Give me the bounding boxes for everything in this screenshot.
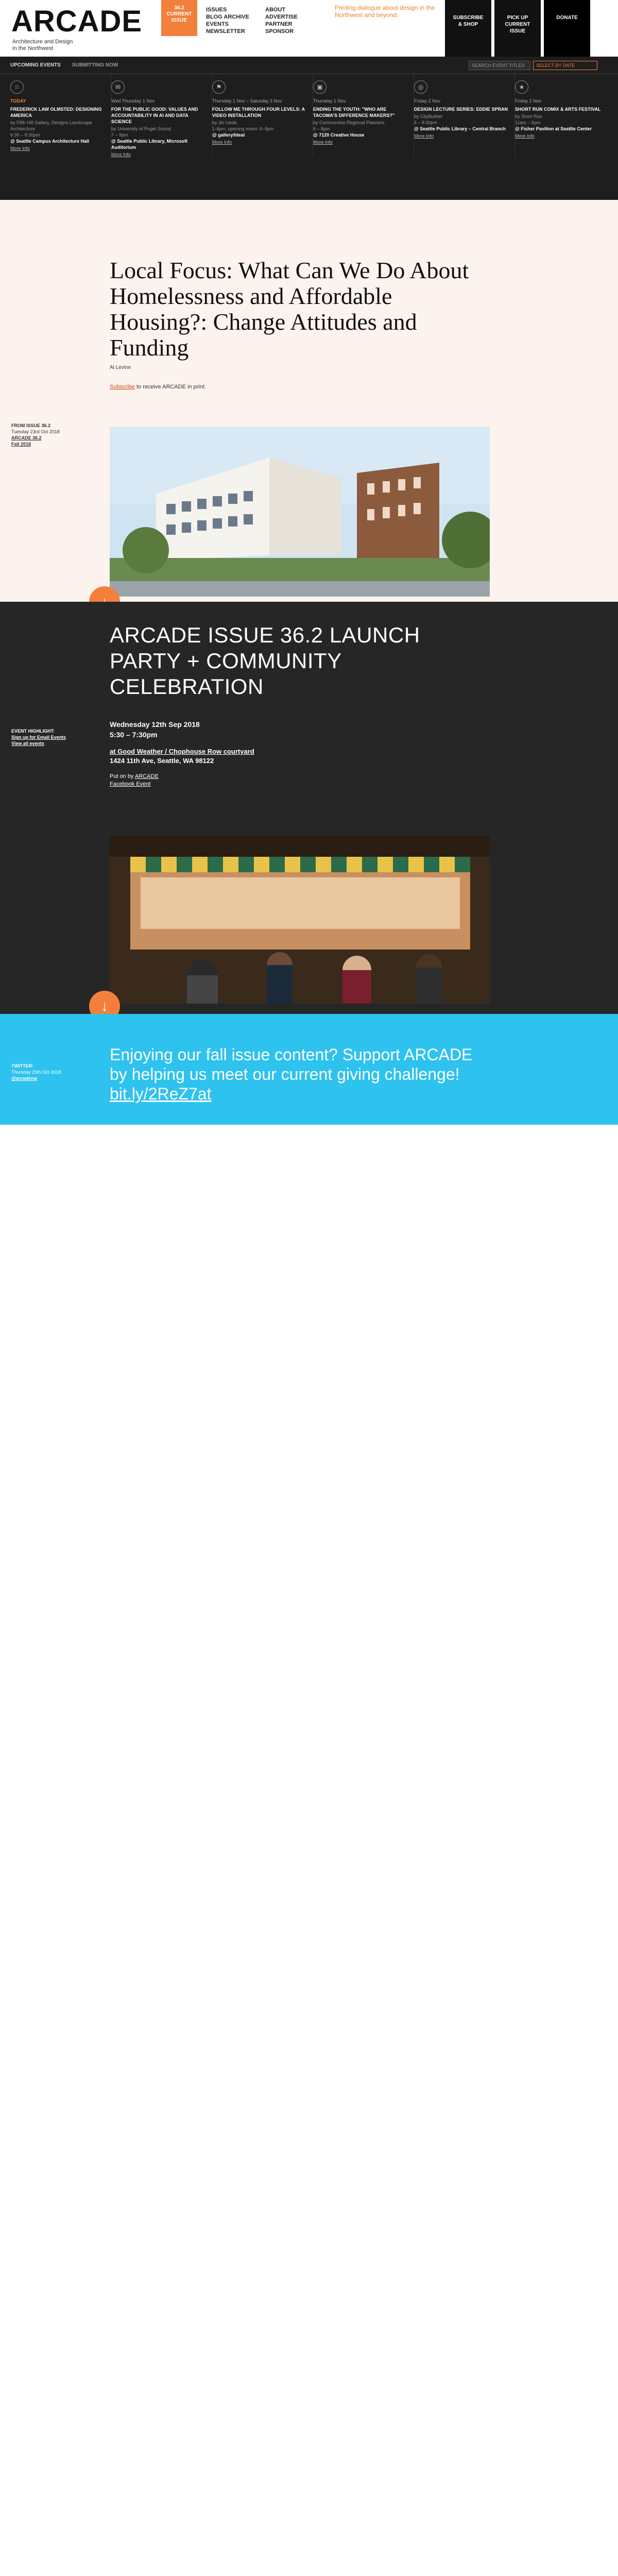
event-title[interactable]: FOR THE PUBLIC GOOD: VALUES AND ACCOUNTABILITY IN AI AND DATA SCIENCE	[111, 107, 198, 124]
secondary-nav	[265, 6, 298, 35]
event-date: Wednesday 12th Sep 2018	[110, 720, 200, 728]
post-meta-date: Tuesday 23rd Oct 2018	[11, 429, 60, 434]
events-bar-sub[interactable]: SUBMITTING NOW	[72, 62, 118, 68]
twitter-handle-link[interactable]: @arcadenw	[11, 1076, 38, 1081]
post-meta	[11, 422, 94, 447]
event-search-input[interactable]: SEARCH EVENT TITLES	[469, 61, 530, 70]
site-logo[interactable]: ARCADE	[11, 5, 143, 38]
event-post-title[interactable]: ARCADE ISSUE 36.2 LAUNCH PARTY + COMMUNITY CELEBRATION	[110, 623, 420, 699]
post-content	[110, 258, 490, 390]
donate-button[interactable]: DONATE	[544, 0, 590, 57]
logo-subtitle-line2: in the Northwest	[12, 45, 54, 52]
event-meta: by Jin Ueda	[212, 120, 237, 125]
logo-subtitle-line1: Architecture and Design	[12, 39, 73, 45]
event-time: 6:30 – 8:30pm	[10, 132, 40, 138]
event-day: Friday 2 Nov	[414, 98, 441, 104]
target-icon: ◎	[414, 80, 427, 94]
event-more-info-link[interactable]: More Info	[515, 133, 535, 139]
event-title[interactable]: DESIGN LECTURE SERIES: EDDIE SPRAN	[414, 107, 508, 112]
pickup-issue-button[interactable]: PICK UP CURRENT ISSUE	[494, 0, 541, 57]
nav-partner[interactable]: PARTNER	[265, 21, 293, 27]
event-item[interactable]	[10, 74, 111, 158]
event-location: @ 7120 Creative House	[313, 132, 365, 138]
logo-subtitle	[12, 39, 73, 52]
event-address: 1424 11th Ave, Seattle, WA 98122	[110, 757, 214, 765]
event-time: 6 – 8pm	[313, 126, 330, 131]
event-day: Friday 2 Nov	[515, 98, 542, 104]
event-meta: by Fifth Hill Gallery, Designs Landscape Architecture	[10, 120, 92, 131]
site-header	[0, 0, 618, 57]
event-title[interactable]: FOLLOW ME THROUGH FOUR LEVELS: A VIDEO INSTALLATION	[212, 107, 305, 118]
nav-events[interactable]: EVENTS	[206, 21, 229, 27]
post-lead	[110, 384, 490, 390]
event-meta: by CityBuilder	[414, 114, 443, 119]
party-photo	[110, 836, 490, 1004]
tweet-label: TWITTER:	[11, 1063, 33, 1069]
post-hero-image[interactable]	[110, 427, 490, 597]
event-location: @ gallery/Ideal	[212, 132, 245, 138]
event-location: @ Seattle Public Library, Microsoft Auditorium	[111, 139, 188, 150]
event-content	[110, 622, 490, 788]
launch-party-event	[0, 602, 618, 1014]
event-item[interactable]	[313, 74, 414, 158]
event-time: 6 – 8:30pm	[414, 120, 438, 125]
event-title[interactable]: SHORT RUN COMIX & ARTS FESTIVAL	[515, 107, 601, 112]
subscribe-link[interactable]: Subscribe	[110, 384, 135, 390]
tweet-link[interactable]: bit.ly/2ReZ7at	[110, 1084, 212, 1103]
event-meta	[11, 728, 66, 747]
event-title[interactable]: ENDING THE YOUTH: "WHO ARE TACOMA'S DIFFERENCE MAKERS?"	[313, 107, 395, 118]
post-meta-issue-link[interactable]: ARCADE 36.2	[11, 435, 42, 440]
nav-sponsor[interactable]: SPONSOR	[265, 28, 294, 35]
event-item[interactable]	[515, 74, 616, 158]
event-more-info-link[interactable]: More Info	[414, 133, 434, 139]
event-meta-label: EVENT HIGHLIGHT:	[11, 728, 55, 734]
arrow-down-icon[interactable]: ↓	[89, 991, 120, 1022]
event-item[interactable]	[111, 74, 212, 158]
post-meta-label: FROM ISSUE 36.2	[11, 423, 51, 428]
star-filled-icon: ★	[515, 80, 528, 94]
tweet-band	[0, 1014, 618, 1125]
post-author: Al Levine	[110, 365, 131, 370]
site-tagline: Printing dialogue about design in the Northwest and beyond.	[335, 4, 435, 19]
current-issue-badge[interactable]: 36.2 CURRENT ISSUE	[161, 0, 197, 36]
facebook-event-link[interactable]: Facebook Event	[110, 781, 151, 787]
email-events-link[interactable]: Sign up for Email Events	[11, 735, 66, 740]
tweet-body: Enjoying our fall issue content? Support ARCADE by helping us meet our current giving challenge!	[110, 1045, 473, 1083]
event-time: 5:30 – 7:30pm	[110, 731, 158, 739]
post-meta-season-link[interactable]: Fall 2018	[11, 442, 31, 447]
nav-issues[interactable]: ISSUES	[206, 7, 227, 13]
tweet-meta	[11, 1063, 61, 1081]
flag-icon: ⚑	[212, 80, 226, 94]
event-location: @ Seattle Campus Architecture Hall	[10, 139, 89, 144]
subscribe-shop-button[interactable]: SUBSCRIBE & SHOP	[445, 0, 491, 57]
event-more-info-link[interactable]: More Info	[10, 146, 30, 151]
event-more-info-link[interactable]: More Info	[212, 140, 232, 145]
event-location: @ Seattle Public Library – Central Branch	[414, 126, 506, 131]
event-day: Wed Thursday 1 Nov	[111, 98, 155, 104]
nav-blog-archive[interactable]: BLOG ARCHIVE	[206, 14, 249, 20]
event-location: @ Fisher Pavilion at Seattle Center	[515, 126, 592, 131]
event-meta: by University of Puget Sound	[111, 126, 171, 131]
nav-about[interactable]: ABOUT	[265, 7, 286, 13]
event-meta: by Short Run	[515, 114, 542, 119]
star-icon: ☆	[10, 80, 24, 94]
post-lead-text: to receive ARCADE in print.	[134, 384, 207, 390]
event-meta: by Communitas Regional Planners	[313, 120, 385, 125]
event-time: 7 – 9pm	[111, 132, 128, 138]
housing-photo	[110, 427, 490, 597]
square-icon: ▣	[313, 80, 327, 94]
envelope-icon: ✉	[111, 80, 125, 94]
events-list	[0, 74, 618, 158]
all-events-link[interactable]: View all events	[11, 741, 44, 746]
event-time: 11am – 6pm	[515, 120, 541, 125]
event-day: Thursday 1 Nov	[313, 98, 346, 104]
upcoming-events-panel	[0, 57, 618, 200]
primary-nav	[206, 6, 249, 35]
event-item[interactable]	[414, 74, 515, 158]
event-time: 1-4pm, opening event: 6–9pm	[212, 126, 274, 131]
event-putonby-link[interactable]: ARCADE	[134, 773, 159, 779]
event-putonby-label: Put on by	[110, 773, 135, 779]
tweet-text	[110, 1045, 490, 1104]
post-title[interactable]: Local Focus: What Can We Do About Homelessness and Affordable Housing?: Change Attitudes and Funding	[110, 257, 469, 361]
nav-advertise[interactable]: ADVERTISE	[265, 14, 298, 20]
event-title[interactable]: FREDERICK LAW OLMSTED: DESIGNING AMERICA	[10, 107, 102, 118]
tweet-date: Thursday 25th Oct 2018	[11, 1070, 61, 1075]
event-day: TODAY	[10, 98, 26, 104]
nav-newsletter[interactable]: NEWSLETTER	[206, 28, 245, 35]
event-day: Thursday 1 Nov – Saturday 3 Nov	[212, 98, 282, 104]
event-item[interactable]	[212, 74, 313, 158]
events-bar-title[interactable]: UPCOMING EVENTS	[10, 62, 61, 68]
event-date-select[interactable]: SELECT BY DATE	[533, 61, 597, 70]
post-local-focus	[0, 200, 618, 602]
event-location-link[interactable]: at Good Weather / Chophouse Row courtyard	[110, 748, 254, 755]
event-more-info-link[interactable]: More Info	[313, 140, 333, 145]
event-more-info-link[interactable]: More Info	[111, 152, 131, 157]
event-photo[interactable]	[110, 836, 490, 1004]
